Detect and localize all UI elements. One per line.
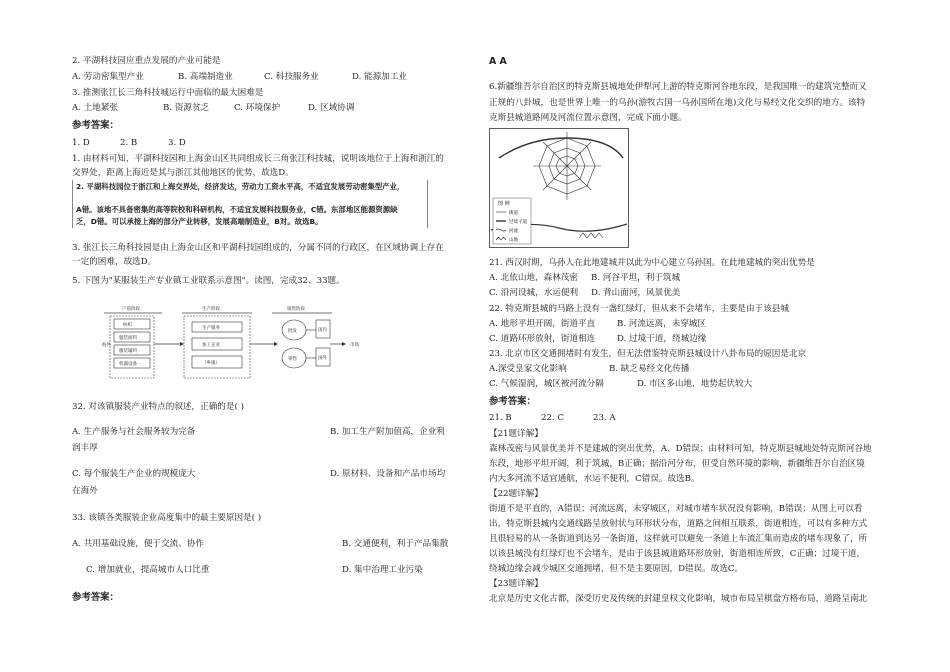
explanation-1-line1: 1. 由材料可知，平湖科技园和上海金山区共同组成长三角张江科技城，说明该地位于上海和浙江的 bbox=[72, 154, 444, 164]
answer-line-aa: A A bbox=[489, 56, 507, 67]
production-service: 生产服务 bbox=[202, 326, 220, 331]
market-foreign: 国外 bbox=[318, 356, 327, 361]
legend-through-road: 过境干道 bbox=[509, 220, 527, 225]
q33-option-d: D. 集中治理工业污染 bbox=[342, 565, 423, 575]
question-33: 33. 该镇各类服装企业高度集中的最主要原因是( ) bbox=[72, 513, 262, 523]
detail-21-line1: 森林茂密与风景优美并不是建城的突出优势，A、D错误；由材料可知，特克斯县城地处特克斯河谷地 bbox=[489, 444, 872, 454]
q32-option-a: A. 生产服务与社会服务较为完备 bbox=[72, 427, 196, 437]
q21-option-d: D. 背山面河，风景优美 bbox=[591, 288, 681, 298]
detail-22-title: 【22题详解】 bbox=[489, 489, 543, 499]
q23-option-b: B. 缺乏易经文化传播 bbox=[609, 364, 690, 374]
q2-option-a: A. 劳动密集型产业 bbox=[72, 72, 144, 82]
q3-option-d: D. 区域协调 bbox=[308, 103, 355, 113]
detail-22-line1: 街道不是平直的，A错误；河流远离，未穿城区，对城市堵车状况没有影响，B错误；从图上可以看 bbox=[489, 504, 863, 514]
input-fabric: 服装面料 bbox=[119, 336, 137, 341]
detail-21-line2: 东段，地形平坦开阔，利于筑城，B正确；据沿河分布，但受自然环境的影响，新疆维吾尔自治区境 bbox=[489, 459, 865, 469]
q33-option-b: B. 交通便利，利于产品集散 bbox=[342, 539, 449, 549]
answer-21: 21. B bbox=[489, 413, 512, 423]
detail-22-line2: 出，特克斯县城内交通线路呈放射状与环形状分布，道路之间相互联系，街道相连，可以有多种方式 bbox=[489, 519, 868, 529]
market-domestic: 国内 bbox=[318, 328, 327, 333]
question-3: 3. 推测张江长三角科技城运行中面临的最大困难是 bbox=[72, 88, 264, 98]
stage-header-production: 生产阶段 bbox=[202, 307, 220, 312]
q32-option-c: C. 每个服装生产企业的规模庞大 bbox=[72, 469, 196, 479]
answer-2: 2. B bbox=[120, 138, 138, 148]
answer-22: 22. C bbox=[541, 413, 564, 423]
explanation-2-box bbox=[72, 180, 428, 228]
tekes-county-map bbox=[489, 128, 629, 248]
q3-option-c: C. 环境保护 bbox=[234, 103, 281, 113]
q3-option-a: A. 土地紧张 bbox=[72, 103, 119, 113]
explanation-2-line2: A错。该地不具备密集的高等院校和科研机构，不适宜发展科技服务业，C错。东部地区能源资源缺 bbox=[76, 205, 398, 214]
q32-option-b: B. 加工生产附加值高，企业利 bbox=[330, 427, 445, 437]
question-6-line1: 6.新疆维吾尔自治区的特克斯县城地处伊犁河上游的特克斯河谷地东段，是我国唯一的建筑完整而又 bbox=[489, 82, 867, 92]
q22-option-b: B. 河流远离，未穿城区 bbox=[617, 319, 707, 329]
output-retail: 零售 bbox=[288, 357, 297, 362]
q32-option-d-cont: 在海外 bbox=[72, 486, 98, 496]
q2-option-b: B. 高端制造业 bbox=[178, 72, 233, 82]
question-2: 2. 平湖科技园应重点发展的产业可能是 bbox=[72, 56, 221, 66]
answer-3: 3. D bbox=[168, 138, 186, 148]
input-textile: 纺织 bbox=[123, 323, 132, 328]
detail-23-line1: 北京是历史文化古都，深受历史及传统的封建皇权文化影响，城市布局呈棋盘方格布局，道路呈南北 bbox=[489, 594, 868, 604]
explanation-1-line2: 交界处，距离上海近是其与浙江其他地区的优势，故选D。 bbox=[72, 168, 294, 178]
question-23: 23. 北京市区交通拥堵时有发生，但无法借鉴特克斯县城设计八卦布局的原因是北京 bbox=[489, 349, 807, 359]
q23-option-c: C. 气候湿润，城区被河流分隔 bbox=[489, 379, 604, 389]
legend-title: 图 例 bbox=[498, 201, 510, 207]
explanation-3-line1: 3. 张江长三角科技园是由上海金山区和平湖科技园组成的，分属不同的行政区，在区域协调上存在 bbox=[72, 243, 444, 253]
question-5-intro: 5. 下图为"某服装生产专业镇工业联系示意图"。读图，完成32、33题。 bbox=[72, 276, 345, 286]
question-22: 22. 特克斯县城的马路上没有一盏红绿灯，但从来不会堵车，主要是由于该县城 bbox=[489, 304, 789, 314]
q22-option-a: A. 地形平坦开阔，街道平直 bbox=[489, 319, 596, 329]
question-6-line2: 正规的八卦城，也是世界上唯一的乌孙(游牧古国一乌孙国所在地)文化与易经文化交织的地方。该特 bbox=[489, 98, 866, 108]
stage-header-sales: 销售阶段 bbox=[287, 307, 305, 312]
answer-23: 23. A bbox=[593, 413, 616, 423]
label-overseas: 海外 bbox=[102, 343, 111, 348]
township-label: （乡镇） bbox=[202, 361, 220, 366]
detail-21-line3: 内大多河流不适宜通航，水运不便利，C错误。故选B。 bbox=[489, 474, 700, 484]
label-market: 市场 bbox=[350, 343, 359, 348]
question-21: 21. 西汉时期，乌孙人在此地建城并以此为中心建立乌孙国。在此地建城的突出优势是 bbox=[489, 258, 815, 268]
processing-enterprise: 加工企业 bbox=[202, 343, 220, 348]
detail-22-line3: 且很轻易的从一条街道到达另一条街道，这样就可以避免一条道上车流汇集而造成的堵车现象了，所 bbox=[489, 534, 868, 544]
industry-linkage-diagram bbox=[102, 302, 367, 382]
detail-21-title: 【21题详解】 bbox=[489, 429, 543, 439]
answer-1: 1. D bbox=[72, 138, 90, 148]
input-accessories: 服装辅料 bbox=[119, 349, 137, 354]
q2-option-d: D. 能源加工业 bbox=[352, 72, 408, 82]
q2-option-c: C. 科技服务业 bbox=[264, 72, 319, 82]
q32-option-b-cont: 润丰厚 bbox=[72, 443, 98, 453]
answers-title-right: 参考答案： bbox=[489, 396, 536, 407]
legend-street: 街道 bbox=[509, 211, 518, 216]
answers-title: 参考答案： bbox=[72, 120, 119, 131]
legend-mountain: 山地 bbox=[509, 238, 518, 243]
q3-option-b: B. 资源贫乏 bbox=[163, 103, 210, 113]
detail-22-line4: 以该县城没有红绿灯也不会堵车，是由于该县城道路环形放射，街道相连所致，C正确；过境干道， bbox=[489, 549, 866, 559]
question-32: 32. 对该镇服装产业特点的叙述，正确的是( ) bbox=[72, 402, 244, 412]
legend-river: 河流 bbox=[509, 229, 518, 234]
q33-option-a: A. 共用基础设施，便于交流、协作 bbox=[72, 539, 204, 549]
explanation-3-line2: 一定的困难，故选D。 bbox=[72, 257, 157, 267]
q33-option-c: C. 增加就业，提高城市人口比重 bbox=[86, 565, 210, 575]
explanation-2-line3: 乏，D错。可以承接上海的部分产业转移，发展高端制造业，B对。故选B。 bbox=[76, 217, 323, 226]
q22-option-c: C. 道路环形放射，街道相连 bbox=[489, 334, 596, 344]
q21-option-c: C. 沿河设城，水运便利 bbox=[489, 288, 579, 298]
answers-title-2: 参考答案： bbox=[72, 592, 119, 603]
q32-option-d: D. 原材料、设备和产品市场均 bbox=[330, 469, 446, 479]
q23-option-d: D. 市区多山地，地势起伏较大 bbox=[637, 379, 753, 389]
q22-option-d: D. 过境干道，绕城边缘 bbox=[617, 334, 707, 344]
q21-option-a: A. 北依山地，森林茂密 bbox=[489, 273, 579, 283]
detail-23-title: 【23题详解】 bbox=[489, 579, 543, 589]
stage-header-pre: 产前阶段 bbox=[122, 307, 140, 312]
detail-22-line5: 绕城边缘会减少城区交通拥堵，但不是主要原因，D错误。故选C。 bbox=[489, 564, 744, 574]
q23-option-a: A.深受皇家文化影响 bbox=[489, 364, 567, 374]
q21-option-b: B. 河谷平坦，利于筑城 bbox=[591, 273, 681, 283]
input-machinery: 机器设备 bbox=[119, 362, 137, 367]
explanation-2-line1: 2. 平湖科技园位于浙江和上海交界处，经济发达，劳动力工资水平高，不适宜发展劳动密集型产业， bbox=[76, 182, 405, 191]
question-6-line3: 克斯县城道路网及河流位置示意图，完成下面小题。 bbox=[489, 113, 687, 123]
output-wholesale: 批发 bbox=[288, 329, 297, 334]
